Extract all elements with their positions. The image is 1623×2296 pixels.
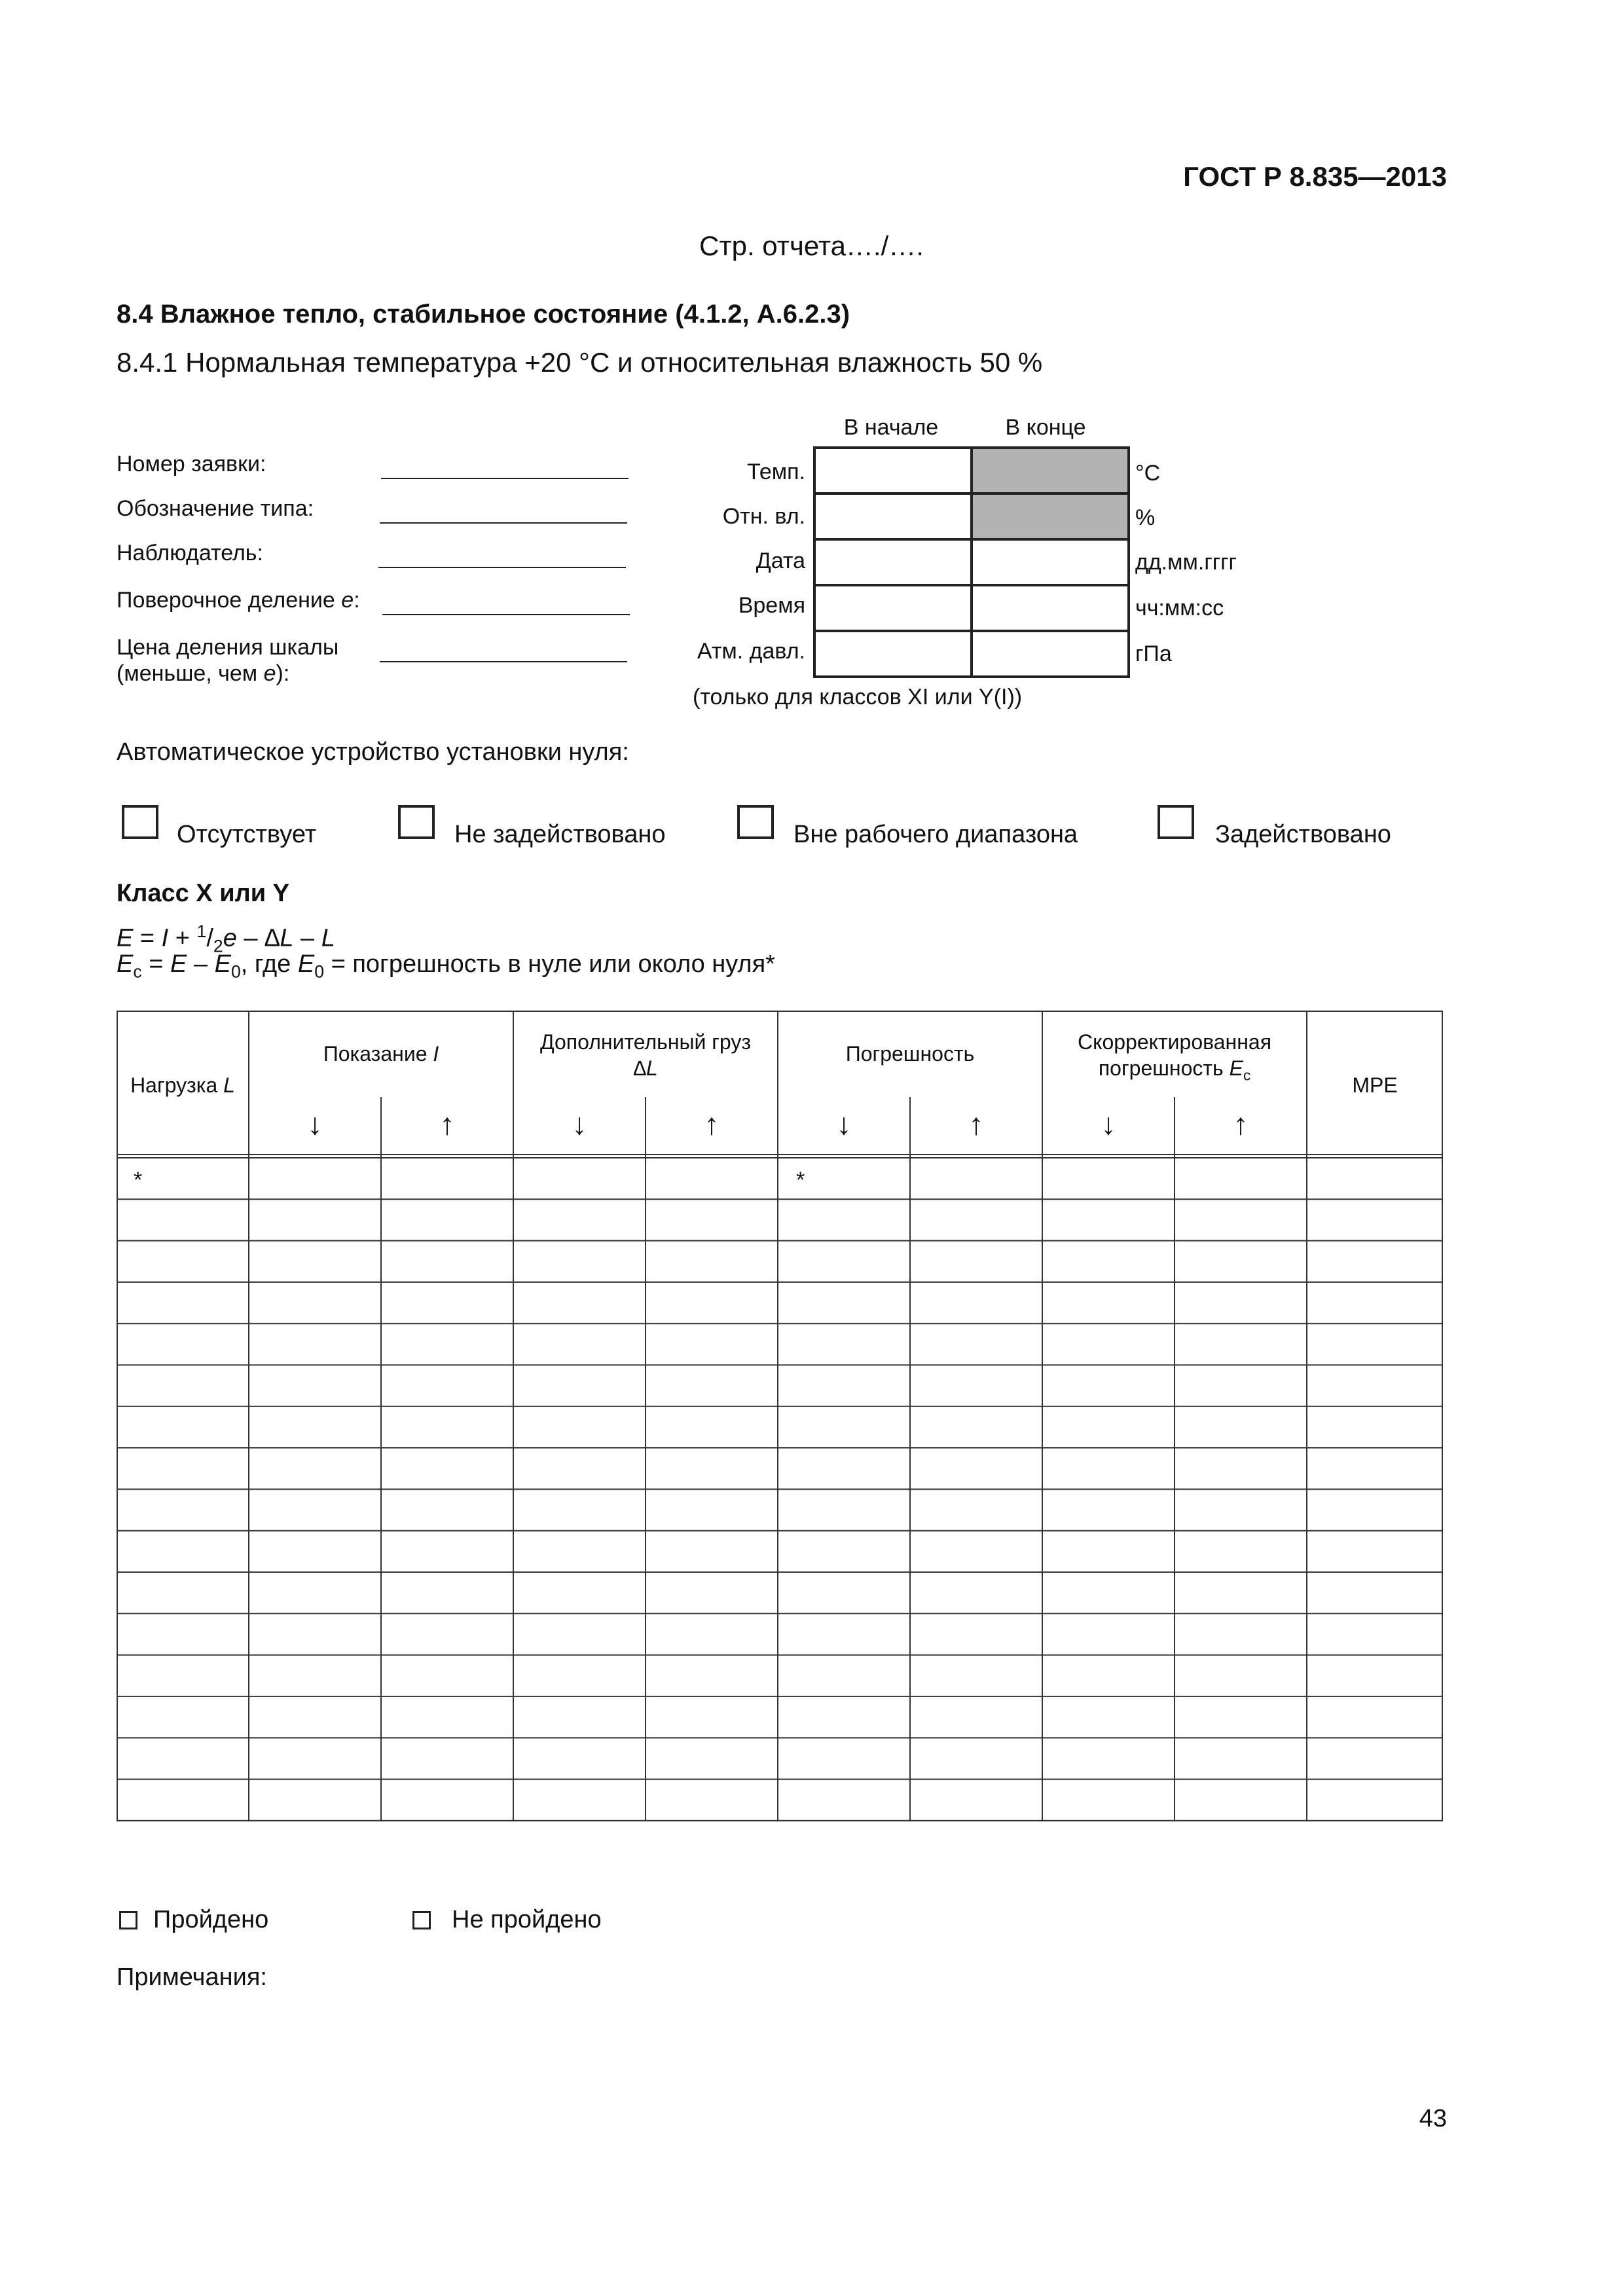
application-no-label: Номер заявки: (117, 452, 266, 476)
error-up-arrow-icon: ↑ (968, 1107, 984, 1141)
reading-down-arrow-icon: ↓ (307, 1107, 323, 1141)
verification-division-field[interactable] (382, 614, 630, 615)
observer-label: Наблюдатель: (117, 541, 263, 565)
col-start-header: В начале (843, 415, 939, 440)
option-not-engaged-checkbox[interactable] (398, 805, 435, 839)
scale-division-label-line2: (меньше, чем e): (117, 661, 290, 686)
subsection-title: 8.4.1 Нормальная температура +20 °С и относительная влажность 50 % (117, 347, 1043, 378)
cond-row-label: Темп. (746, 459, 805, 484)
verification-division-label: Поверочное деление e: (117, 588, 360, 613)
cond-row-label: Дата (756, 548, 805, 573)
notes-label: Примечания: (117, 1964, 267, 1991)
corrected-up-arrow-icon: ↑ (1233, 1107, 1249, 1141)
observer-field[interactable] (378, 567, 626, 568)
cond-row-label: Атм. давл. (697, 639, 805, 664)
header-error: Погрешность (845, 1042, 975, 1066)
cond-row-unit: дд.мм.гггг (1135, 550, 1237, 575)
cond-row-unit: °С (1135, 461, 1161, 486)
page-number: 43 (1419, 2105, 1447, 2132)
header-corrected-error: Скорректированная погрешность $E_c$ (1077, 1030, 1272, 1084)
class-heading: Класс X или Y (117, 880, 289, 907)
conditions-table (813, 446, 1130, 678)
option-engaged-checkbox[interactable] (1158, 805, 1194, 839)
extra-up-arrow-icon: ↑ (704, 1107, 720, 1141)
failed-checkbox[interactable] (412, 1911, 431, 1929)
option-absent-checkbox[interactable] (122, 805, 158, 839)
conditions-note: (только для классов XI или Y(I)) (693, 685, 1023, 709)
reading-up-arrow-icon: ↑ (439, 1107, 455, 1141)
cond-row-unit: чч:мм:сс (1135, 596, 1224, 620)
temp-end-cell (972, 448, 1129, 493)
cond-row-label: Отн. вл. (722, 504, 805, 529)
cond-row-label: Время (738, 593, 805, 618)
zero-device-label: Автоматическое устройство установки нуля: (117, 738, 629, 766)
formula-corrected-error: $E_c = E - E_0$, где $E_0$ = погрешность в нуле или около нуля* (117, 950, 775, 982)
formula-error: $E = I + ^1/_2e - \Delta L - L$ (117, 922, 335, 956)
scale-division-label-line1: Цена деления шкалы (117, 635, 339, 660)
header-reading: Показание I (323, 1042, 439, 1066)
time-end-cell[interactable] (972, 585, 1129, 631)
zero-row-marker: * (134, 1168, 143, 1193)
date-end-cell[interactable] (972, 539, 1129, 585)
type-designation-field[interactable] (380, 522, 627, 524)
scale-division-field[interactable] (380, 661, 627, 662)
measurement-table (117, 1011, 1443, 1829)
option-out-of-range-checkbox[interactable] (737, 805, 774, 839)
pressure-end-cell[interactable] (972, 631, 1129, 677)
report-page-counter: Стр. отчета…./…. (699, 230, 924, 261)
standard-number: ГОСТ Р 8.835—2013 (1183, 161, 1447, 192)
option-absent-label: Отсутствует (177, 821, 317, 848)
corrected-down-arrow-icon: ↓ (1101, 1107, 1116, 1141)
option-engaged-label: Задействовано (1215, 821, 1391, 848)
header-load: Нагрузка L (130, 1073, 235, 1097)
type-designation-label: Обозначение типа: (117, 496, 314, 521)
temp-start-cell[interactable] (814, 448, 972, 493)
header-extra-load: Дополнительный груз ∆L (539, 1030, 752, 1080)
header-mpe: MPE (1352, 1073, 1398, 1097)
col-end-header: В конце (1005, 415, 1086, 440)
humidity-start-cell[interactable] (814, 493, 972, 539)
zero-row-marker: * (796, 1168, 805, 1193)
option-not-engaged-label: Не задействовано (454, 821, 666, 848)
cond-row-unit: гПа (1135, 641, 1172, 666)
passed-label: Пройдено (153, 1906, 269, 1933)
date-start-cell[interactable] (814, 539, 972, 585)
error-down-arrow-icon: ↓ (836, 1107, 852, 1141)
application-no-field[interactable] (381, 478, 629, 479)
humidity-end-cell (972, 493, 1129, 539)
passed-checkbox[interactable] (119, 1911, 137, 1929)
time-start-cell[interactable] (814, 585, 972, 631)
option-out-of-range-label: Вне рабочего диапазона (793, 821, 1078, 848)
section-title: 8.4 Влажное тепло, стабильное состояние (4.1.2, А.6.2.3) (117, 300, 850, 329)
extra-down-arrow-icon: ↓ (572, 1107, 587, 1141)
pressure-start-cell[interactable] (814, 631, 972, 677)
failed-label: Не пройдено (452, 1906, 602, 1933)
cond-row-unit: % (1135, 505, 1156, 530)
